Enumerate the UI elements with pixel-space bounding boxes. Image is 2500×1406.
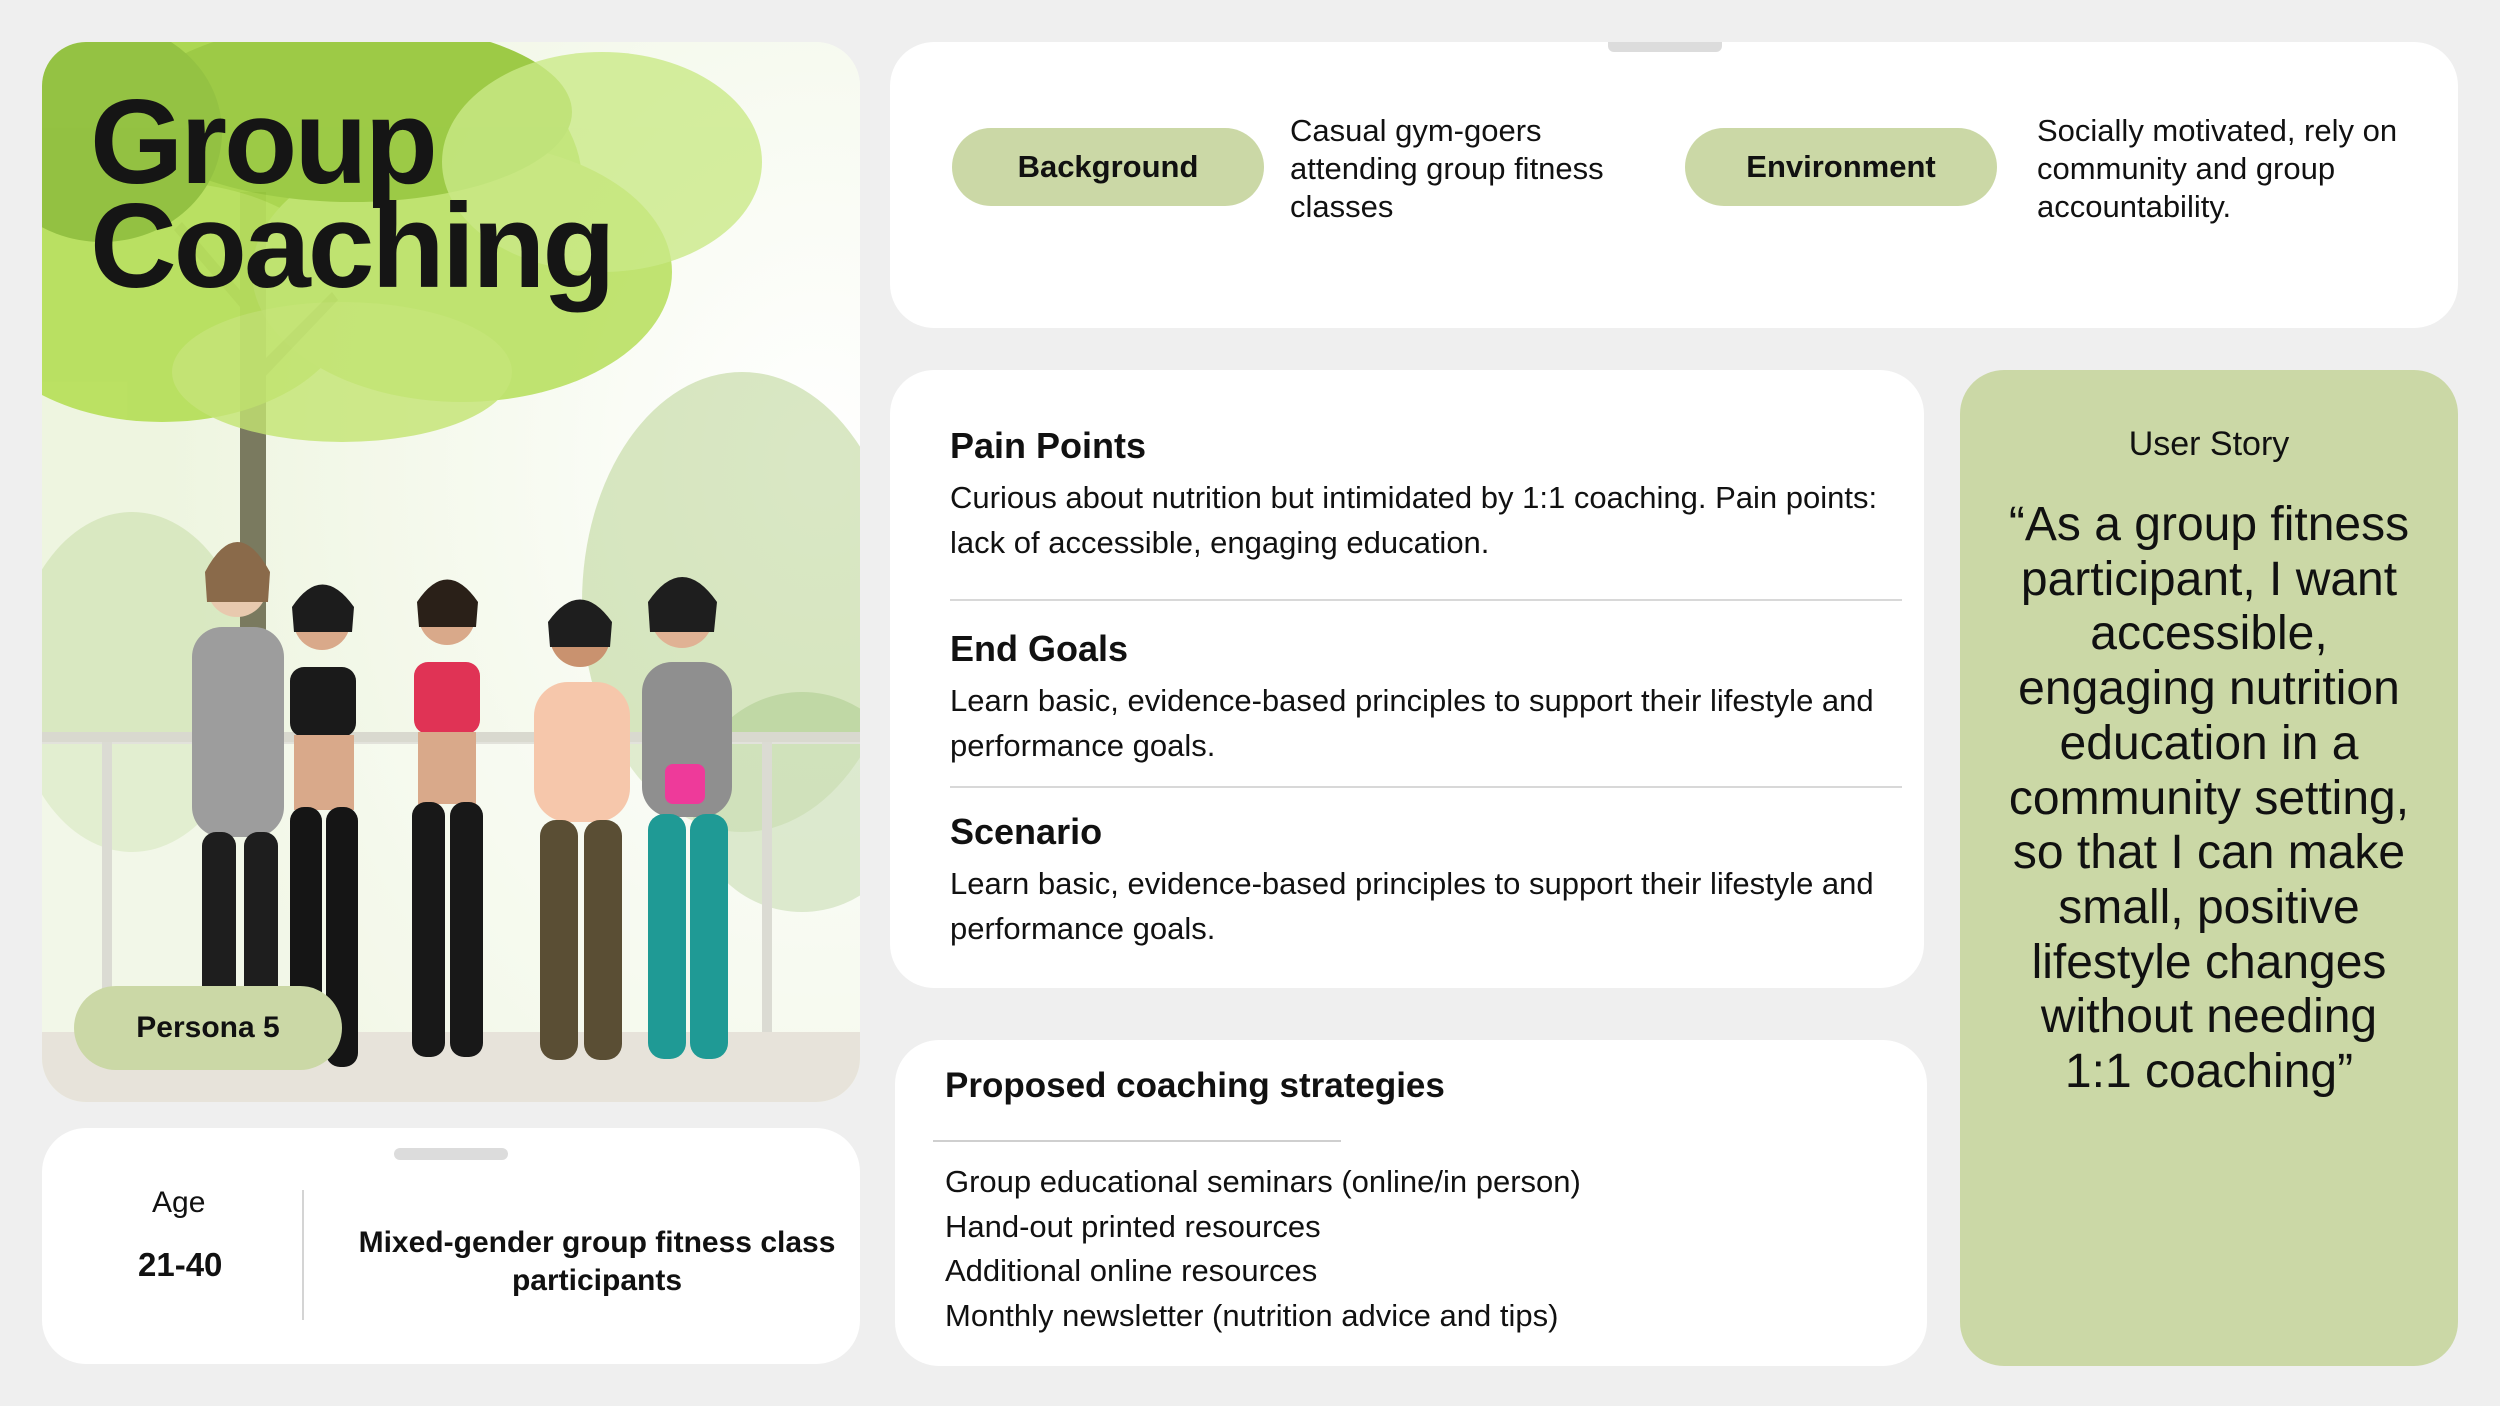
end-goals-body: Learn basic, evidence-based principles to support their lifestyle and performance goals. <box>950 683 1874 763</box>
drag-handle[interactable] <box>1608 42 1722 52</box>
age-label: Age <box>152 1186 206 1219</box>
details-card <box>890 370 1924 988</box>
pain-points-title: Pain Points <box>950 425 1147 466</box>
environment-text: Socially motivated, rely on community and group accountability. <box>2037 113 2398 224</box>
age-value: 21-40 <box>138 1246 223 1283</box>
end-goals-title: End Goals <box>950 628 1129 669</box>
list-item: Additional online resources <box>945 1253 1318 1288</box>
context-card <box>890 42 2458 328</box>
page-title <box>90 75 613 313</box>
environment-pill: Environment <box>1685 128 1997 206</box>
list-item: Monthly newsletter (nutrition advice and tips) <box>945 1297 1559 1333</box>
divider <box>950 599 1902 601</box>
list-item: Group educational seminars (online/in person) <box>945 1164 1581 1199</box>
scenario-title: Scenario <box>950 811 1103 852</box>
drag-handle[interactable] <box>394 1148 508 1160</box>
divider <box>933 1140 1341 1142</box>
title-line-1: Group <box>90 75 435 209</box>
strategies-list <box>945 1160 1581 1338</box>
background-pill: Background <box>952 128 1264 206</box>
background-text: Casual gym-goers attending group fitness classes <box>1290 113 1604 224</box>
user-story-quote: “As a group fitness participant, I want accessible, engaging nutrition education in a community setting, so that I can make small, positive lifestyle changes without needing 1:1 coaching” <box>2008 498 2410 1099</box>
user-story-card <box>1960 370 2458 1366</box>
persona-photo-card <box>42 42 860 1102</box>
persona-badge: Persona 5 <box>74 986 342 1070</box>
demographic-description: Mixed-gender group fitness class participants <box>358 1226 836 1297</box>
divider <box>950 786 1902 788</box>
user-story-label: User Story <box>2128 425 2290 463</box>
scenario-body: Learn basic, evidence-based principles to support their lifestyle and performance goals. <box>950 866 1874 946</box>
strategies-card <box>895 1040 1927 1366</box>
title-line-2: Coaching <box>90 179 613 313</box>
divider <box>302 1190 304 1320</box>
strategies-title: Proposed coaching strategies <box>945 1066 1445 1105</box>
pain-points-body: Curious about nutrition but intimidated by 1:1 coaching. Pain points: lack of accessible, engaging education. <box>950 480 1878 560</box>
list-item: Hand-out printed resources <box>945 1208 1321 1244</box>
demographics-card <box>42 1128 860 1364</box>
